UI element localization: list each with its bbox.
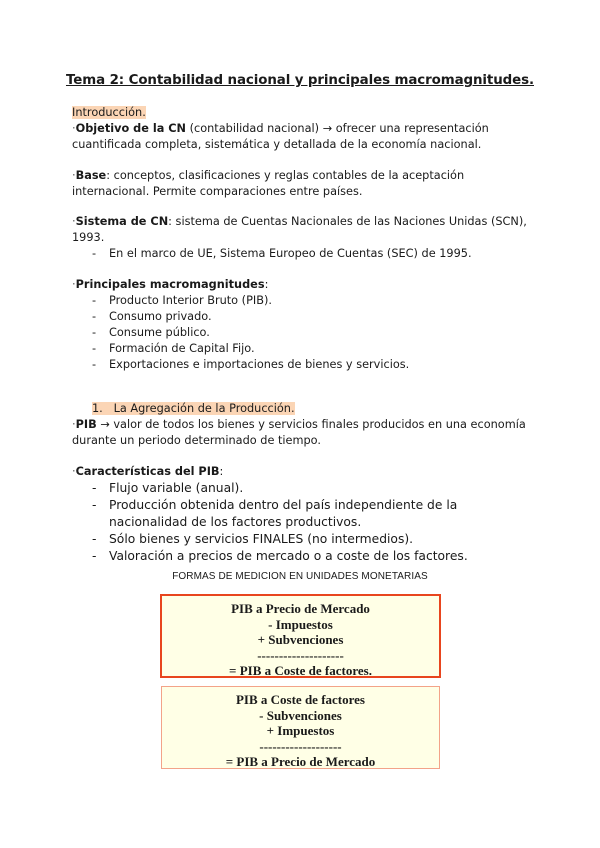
- section1-heading-block: [72, 401, 542, 417]
- pib-paragraph: [72, 417, 542, 449]
- pib-coste-factores-box: [161, 686, 440, 769]
- sistema-text: : sistema de Cuentas Nacionales de las Naciones Unidas (SCN), 1993.: [72, 215, 527, 244]
- page-title: Tema 2: Contabilidad nacional y principales macromagnitudes.: [65, 73, 534, 88]
- list-item: - Producción obtenida dentro del país independiente de la nacionalidad de los factores productivos.: [72, 497, 472, 531]
- box-line: + Impuestos: [266, 723, 335, 738]
- list-item: - Exportaciones e importaciones de bienes y servicios.: [72, 357, 542, 373]
- bullet-dot: ·: [72, 215, 76, 228]
- bullet-dot: ·: [72, 122, 76, 135]
- sistema-label: Sistema de CN: [75, 215, 169, 228]
- bullet-dot: ·: [72, 465, 76, 478]
- pib-label: PIB: [75, 418, 97, 431]
- caract-list-block: [72, 480, 472, 565]
- box-line: + Subvenciones: [257, 632, 344, 647]
- box-line: = PIB a Precio de Mercado: [225, 754, 376, 769]
- base-label: Base: [75, 169, 107, 182]
- caract-list: [72, 480, 472, 565]
- list-item: - En el marco de UE, Sistema Europeo de Cuentas (SEC) de 1995.: [72, 246, 542, 262]
- list-item: - Consume público.: [72, 325, 542, 341]
- macro-paragraph: [72, 277, 542, 373]
- box-line: - Impuestos: [268, 616, 333, 632]
- base-paragraph: [72, 168, 542, 200]
- macro-label: Principales macromagnitudes: [75, 278, 265, 291]
- intro-heading: Introducción.: [72, 106, 146, 119]
- box-line: - Subvenciones: [259, 707, 342, 723]
- box-line: PIB a Coste de factores: [235, 692, 365, 707]
- figure-caption: FORMAS DE MEDICION EN UNIDADES MONETARIAS: [172, 571, 428, 582]
- sistema-list: [72, 246, 542, 262]
- pib-precio-mercado-box: [160, 594, 441, 678]
- list-item: - Producto Interior Bruto (PIB).: [72, 293, 542, 309]
- objetivo-paragraph: [72, 121, 542, 153]
- macro-list: [72, 293, 542, 373]
- list-item: - Consumo privado.: [72, 309, 542, 325]
- box-line: PIB a Precio de Mercado: [231, 601, 370, 616]
- box-line: -------------------: [259, 738, 342, 754]
- base-text: : conceptos, clasificaciones y reglas contables de la aceptación internacional. Permite comparaciones entre países.: [72, 169, 465, 198]
- section1-title: La Agregación de la Producción.: [113, 402, 295, 415]
- objetivo-label: Objetivo de la CN: [75, 122, 187, 135]
- list-item: - Formación de Capital Fijo.: [72, 341, 542, 357]
- pib-text: → valor de todos los bienes y servicios finales producidos en una economía durante un periodo determinado de tiempo.: [72, 418, 526, 447]
- caract-colon: :: [219, 465, 224, 478]
- section1-heading: [92, 402, 295, 415]
- sistema-paragraph: [72, 214, 542, 262]
- bullet-dot: ·: [72, 278, 76, 291]
- box-line: --------------------: [257, 647, 344, 663]
- section1-number: 1.: [92, 402, 103, 415]
- box-line: = PIB a Coste de factores.: [229, 663, 372, 678]
- caract-label: Características del PIB: [75, 465, 220, 478]
- bullet-dot: ·: [72, 418, 76, 431]
- list-item: - Sólo bienes y servicios FINALES (no intermedios).: [72, 531, 472, 548]
- list-item: - Flujo variable (anual).: [72, 480, 472, 497]
- list-item: - Valoración a precios de mercado o a coste de los factores.: [72, 548, 472, 565]
- macro-colon: :: [264, 278, 269, 291]
- caract-paragraph: [72, 464, 542, 480]
- objetivo-text: (contabilidad nacional) → ofrecer una representación cuantificada completa, sistemática y detallada de la economía nacional.: [72, 122, 489, 151]
- intro-heading-block: [72, 105, 542, 121]
- bullet-dot: ·: [72, 169, 76, 182]
